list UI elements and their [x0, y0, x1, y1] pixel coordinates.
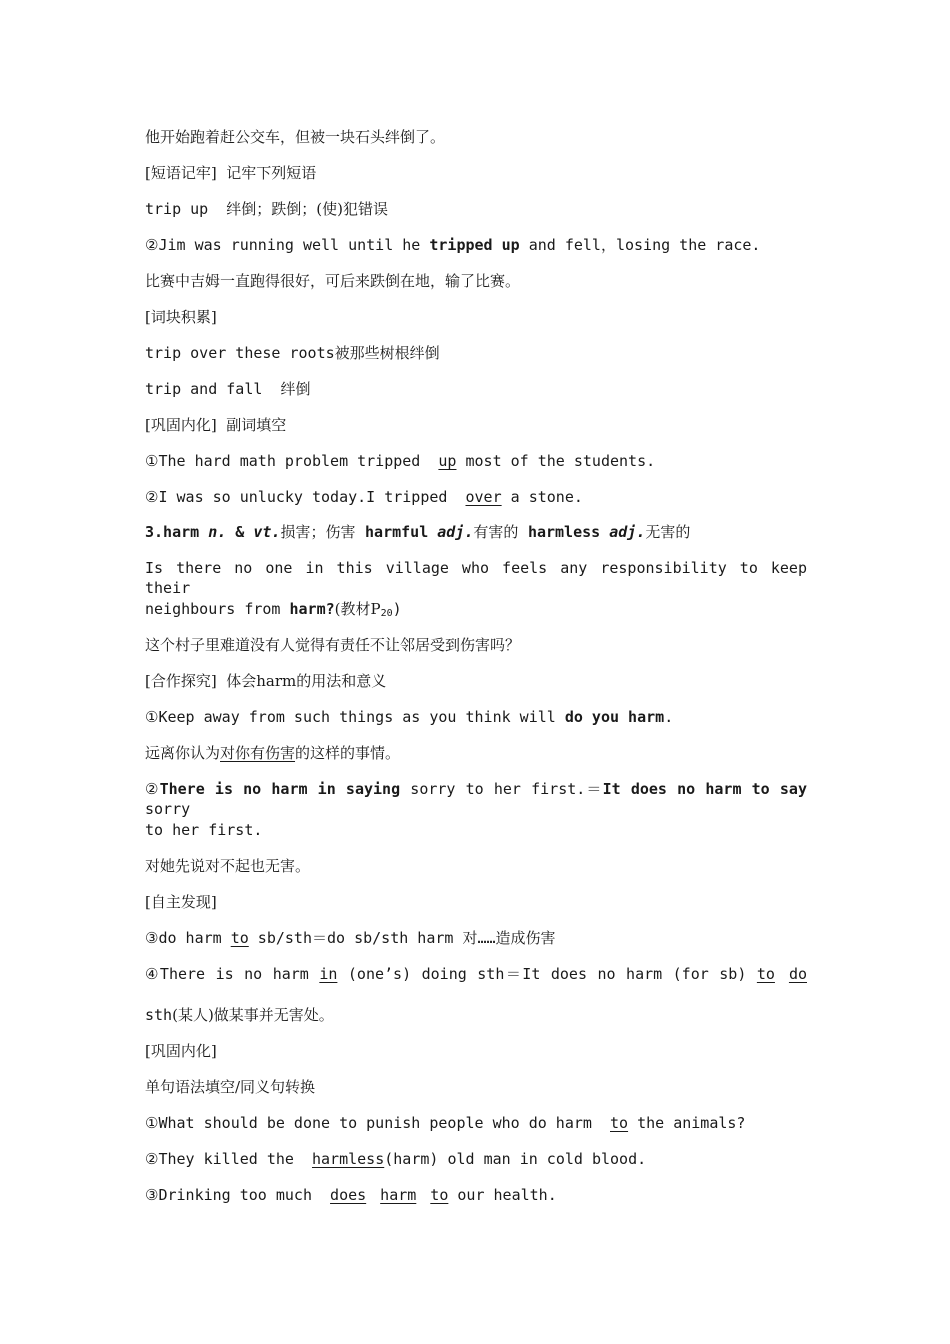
bold-phrase: do you harm	[564, 708, 665, 726]
answer: to do	[756, 965, 807, 983]
textbook-sentence-line-1: Is there no one in this village who feels any responsibility to keep their	[145, 559, 807, 597]
translation: 比赛中吉姆一直跑得很好，可后来跌倒在地，输了比赛。	[145, 272, 521, 290]
textbook-sentence-line-2	[145, 599, 402, 624]
usage-2-line-1	[145, 779, 807, 819]
word: 3.harm	[145, 523, 209, 541]
word: harmless	[527, 523, 610, 541]
pos: n.	[208, 523, 227, 541]
answer: to	[610, 1114, 629, 1132]
exercise-instructions: 单句语法填空/同义句转换	[145, 1078, 316, 1096]
meaning: 被那些树根绊倒	[334, 344, 440, 362]
text: sb/sth＝do sb/sth harm 对……造成伤害	[248, 929, 556, 947]
exercise-5	[145, 1185, 557, 1205]
text: ②	[145, 780, 160, 798]
entry-heading-harm	[145, 522, 690, 542]
text: 远离你认为	[145, 744, 221, 762]
bold-phrase: tripped up	[429, 236, 520, 254]
exercise-3	[145, 1113, 745, 1133]
line-3	[145, 199, 388, 219]
phrase: trip over these roots	[145, 344, 335, 362]
text: sorry to her first.＝	[400, 780, 603, 798]
text: (harm) old man in cold blood.	[384, 1150, 647, 1168]
answer: over	[465, 488, 502, 506]
usage-1	[145, 707, 673, 727]
text: ①The hard math problem tripped	[145, 452, 439, 470]
translation	[145, 743, 400, 763]
text: ③do harm	[145, 929, 231, 947]
section-heading-chunks: [词块积累]	[145, 308, 217, 326]
text: ①What should be done to punish people who do harm	[145, 1114, 610, 1132]
rule-2-line-1	[145, 964, 807, 984]
chunk-2	[145, 379, 310, 399]
rule-2-line-2	[145, 1005, 334, 1025]
page-subscript: 20	[380, 608, 393, 619]
pos: vt.	[253, 523, 281, 541]
text: ③Drinking too much	[145, 1186, 331, 1204]
usage-2-line-2: to her first.	[145, 821, 263, 839]
text: (one’s) doing sth＝It does no harm (for sb)	[337, 965, 757, 983]
underlined-text: 对你有伤害	[220, 744, 296, 762]
meaning: 损害；伤害	[280, 523, 366, 541]
bold-phrase: It does no harm to say	[602, 780, 807, 798]
translation: 对她先说对不起也无害。	[145, 857, 311, 875]
example-sentence	[145, 235, 760, 255]
pos: adj.	[609, 523, 646, 541]
meaning: 有害的	[473, 523, 528, 541]
section-heading-practice: [巩固内化] 副词填空	[145, 416, 287, 434]
exercise-2	[145, 487, 583, 507]
text: (某人)做某事并无害处。	[172, 1006, 334, 1024]
exercise-4	[145, 1149, 646, 1169]
line-1: 他开始跑着赶公交车，但被一块石头绊倒了。	[145, 128, 446, 146]
meaning: 无害的	[645, 523, 691, 541]
section-heading-practice-2: [巩固内化]	[145, 1042, 217, 1060]
pos: adj.	[437, 523, 474, 541]
text: ②Jim was running well until he	[145, 236, 430, 254]
section-heading-phrases: [短语记牢] 记牢下列短语	[145, 164, 317, 182]
source: (教材P	[334, 600, 381, 618]
exercise-1	[145, 451, 655, 471]
text: .	[664, 708, 674, 726]
text: &	[226, 523, 254, 541]
text: neighbours from	[145, 600, 290, 618]
phrase: trip and fall	[145, 380, 281, 398]
text: 的这样的事情。	[295, 744, 401, 762]
phrase: trip up	[145, 200, 227, 218]
text: ②I was so unlucky today.I tripped	[145, 488, 466, 506]
text: sorry	[145, 800, 191, 818]
text: ①Keep away from such things as you think will	[145, 708, 565, 726]
section-heading-explore: [合作探究] 体会harm的用法和意义	[145, 672, 387, 690]
text: ②They killed the	[145, 1150, 312, 1168]
answer: harmless	[311, 1150, 385, 1168]
answer: in	[319, 965, 338, 983]
answer: up	[438, 452, 457, 470]
text: our health.	[448, 1186, 557, 1204]
text: )	[392, 600, 402, 618]
text: and fell，losing the race.	[519, 236, 761, 254]
text: ④There is no harm	[145, 965, 320, 983]
bold-word: harm?	[289, 600, 335, 618]
rule-1	[145, 928, 556, 948]
meaning: 绊倒	[280, 380, 311, 398]
bold-phrase: There is no harm in saying	[159, 780, 401, 798]
text: a stone.	[501, 488, 583, 506]
meaning: 绊倒；跌倒；(使)犯错误	[226, 200, 388, 218]
section-heading-discover: [自主发现]	[145, 893, 217, 911]
text: sth	[145, 1006, 173, 1024]
translation: 这个村子里难道没有人觉得有责任不让邻居受到伤害吗？	[145, 636, 521, 654]
text: most of the students.	[456, 452, 656, 470]
answer: does harm to	[330, 1186, 449, 1204]
chunk-1	[145, 343, 440, 363]
answer: to	[230, 929, 249, 947]
word: harmful	[365, 523, 438, 541]
text: the animals?	[628, 1114, 746, 1132]
